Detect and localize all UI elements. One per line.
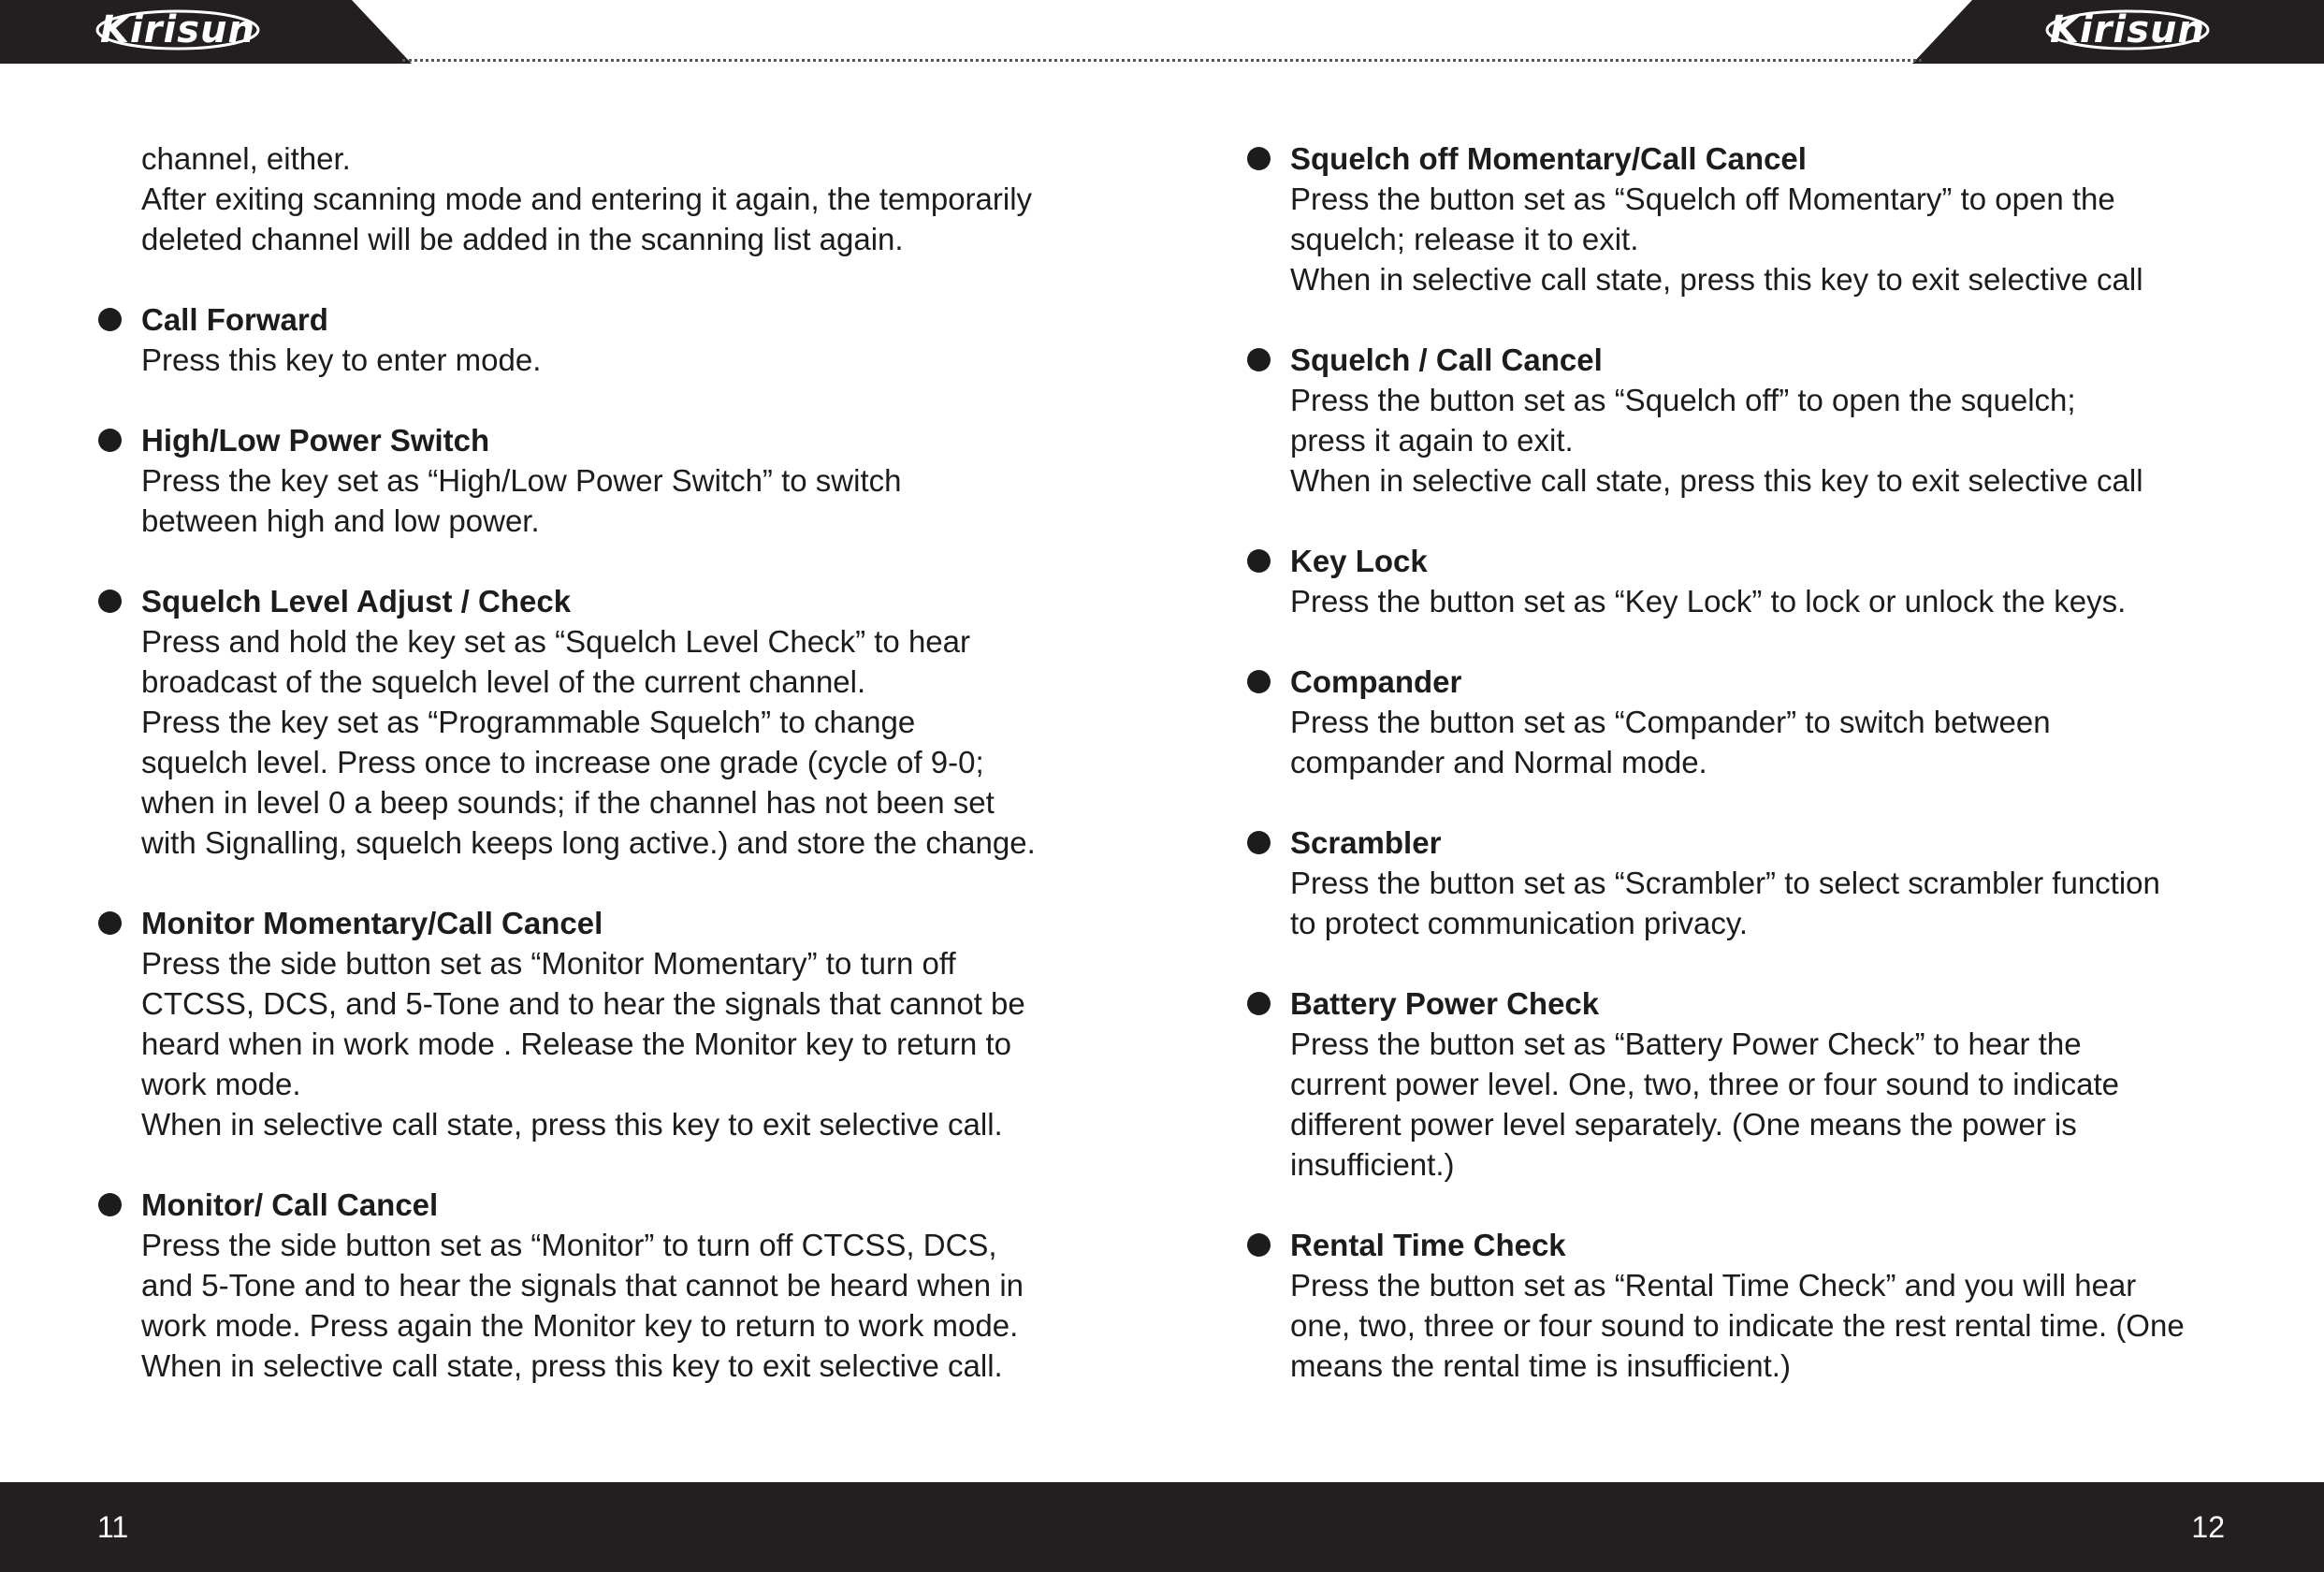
section-high-low-power-switch	[90, 420, 1072, 541]
header-dotted-rule	[402, 59, 1922, 62]
body-line: Press the side button set as “Monitor Momentary” to turn off	[141, 946, 956, 981]
body-line: Press the button set as “Battery Power Check” to hear the	[1290, 1026, 2082, 1061]
section-rental-time-check	[1239, 1225, 2249, 1386]
body-line: work mode. Press again the Monitor key to return to work mode.	[141, 1308, 1019, 1343]
body-line: Press the button set as “Key Lock” to lock or unlock the keys.	[1290, 584, 2127, 619]
body-line: deleted channel will be added in the scanning list again.	[141, 222, 904, 256]
bullet-icon	[98, 1193, 122, 1216]
page-header	[0, 0, 2324, 64]
bullet-icon	[1247, 1233, 1271, 1257]
body-line: Press the button set as “Rental Time Check” and you will hear	[1290, 1268, 2137, 1303]
body-line: work mode.	[141, 1067, 301, 1101]
section-compander	[1239, 662, 2249, 782]
left-page-column	[90, 138, 1072, 1386]
body-line: Press the key set as “High/Low Power Switch” to switch	[141, 463, 902, 498]
body-line: current power level. One, two, three or four sound to indicate	[1290, 1067, 2119, 1101]
body-line: means the rental time is insufficient.)	[1290, 1348, 1791, 1383]
body-line: Press this key to enter mode.	[141, 342, 542, 377]
bullet-icon	[98, 429, 122, 452]
body-line: when in level 0 a beep sounds; if the channel has not been set	[141, 785, 995, 820]
body-line: Press the button set as “Compander” to switch between	[1290, 705, 2051, 739]
section-monitor-momentary	[90, 903, 1072, 1144]
body-line: squelch level. Press once to increase one grade (cycle of 9-0;	[141, 745, 984, 779]
section-monitor-call-cancel	[90, 1185, 1072, 1386]
section-title: Monitor Momentary/Call Cancel	[141, 906, 603, 940]
page-footer	[0, 1482, 2324, 1572]
body-line: compander and Normal mode.	[1290, 745, 1707, 779]
body-line: and 5-Tone and to hear the signals that cannot be heard when in	[141, 1268, 1024, 1303]
body-line: After exiting scanning mode and entering it again, the temporarily	[141, 182, 1033, 216]
section-title: Monitor/ Call Cancel	[141, 1187, 439, 1222]
bullet-icon	[1247, 831, 1271, 854]
body-line: Press the key set as “Programmable Squelch” to change	[141, 705, 916, 739]
body-line: between high and low power.	[141, 503, 540, 538]
body-line: squelch; release it to exit.	[1290, 222, 1639, 256]
page-number-left: 11	[97, 1510, 129, 1544]
body-line: insufficient.)	[1290, 1147, 1455, 1182]
bullet-icon	[98, 308, 122, 331]
body-line: different power level separately. (One means the power is	[1290, 1107, 2077, 1142]
section-title: Scrambler	[1290, 825, 1442, 860]
section-call-forward	[90, 299, 1072, 380]
intro-paragraph	[90, 138, 1072, 259]
bullet-icon	[1247, 348, 1271, 371]
section-battery-power-check	[1239, 983, 2249, 1185]
body-line: When in selective call state, press this key to exit selective call	[1290, 463, 2143, 498]
body-line: heard when in work mode . Release the Monitor key to return to	[141, 1026, 1011, 1061]
logo-text: Kirisun	[100, 8, 255, 51]
bullet-icon	[98, 911, 122, 935]
body-line: When in selective call state, press this key to exit selective call.	[141, 1348, 1003, 1383]
section-title: High/Low Power Switch	[141, 423, 490, 458]
body-line: to protect communication privacy.	[1290, 906, 1749, 940]
section-title: Squelch / Call Cancel	[1290, 342, 1603, 377]
section-title: Compander	[1290, 664, 1462, 699]
bullet-icon	[98, 590, 122, 613]
section-title: Rental Time Check	[1290, 1228, 1566, 1262]
body-line: with Signalling, squelch keeps long active.) and store the change.	[141, 825, 1036, 860]
body-line: Press the button set as “Squelch off” to open the squelch;	[1290, 383, 2076, 417]
body-line: CTCSS, DCS, and 5-Tone and to hear the signals that cannot be	[141, 986, 1025, 1021]
section-title: Squelch off Momentary/Call Cancel	[1290, 141, 1807, 176]
body-line: broadcast of the squelch level of the current channel.	[141, 664, 866, 699]
kirisun-logo-left	[94, 7, 262, 52]
bullet-icon	[1247, 147, 1271, 170]
body-line: one, two, three or four sound to indicate the rest rental time. (One	[1290, 1308, 2185, 1343]
bullet-icon	[1247, 992, 1271, 1015]
body-line: When in selective call state, press this key to exit selective call.	[141, 1107, 1003, 1142]
logo-swoosh-icon	[2043, 7, 2212, 52]
section-scrambler	[1239, 822, 2249, 943]
body-line: channel, either.	[141, 141, 351, 176]
section-title: Call Forward	[141, 302, 328, 337]
section-squelch-call-cancel	[1239, 340, 2249, 501]
bullet-icon	[1247, 549, 1271, 573]
section-title: Battery Power Check	[1290, 986, 1600, 1021]
body-line: Press and hold the key set as “Squelch Level Check” to hear	[141, 624, 970, 659]
page-number-right: 12	[2191, 1510, 2225, 1544]
section-squelch-off-momentary	[1239, 138, 2249, 299]
logo-text: Kirisun	[2050, 8, 2205, 51]
section-squelch-level-adjust	[90, 581, 1072, 863]
body-line: Press the button set as “Squelch off Momentary” to open the	[1290, 182, 2115, 216]
section-title: Key Lock	[1290, 544, 1428, 578]
section-title: Squelch Level Adjust / Check	[141, 584, 572, 619]
right-page-column	[1239, 138, 2249, 1386]
section-key-lock	[1239, 541, 2249, 621]
bullet-icon	[1247, 670, 1271, 693]
logo-swoosh-icon	[94, 7, 262, 52]
body-line: Press the button set as “Scrambler” to select scrambler function	[1290, 866, 2160, 900]
body-line: Press the side button set as “Monitor” to turn off CTCSS, DCS,	[141, 1228, 997, 1262]
body-line: When in selective call state, press this key to exit selective call	[1290, 262, 2143, 297]
kirisun-logo-right	[2043, 7, 2212, 52]
body-line: press it again to exit.	[1290, 423, 1574, 458]
